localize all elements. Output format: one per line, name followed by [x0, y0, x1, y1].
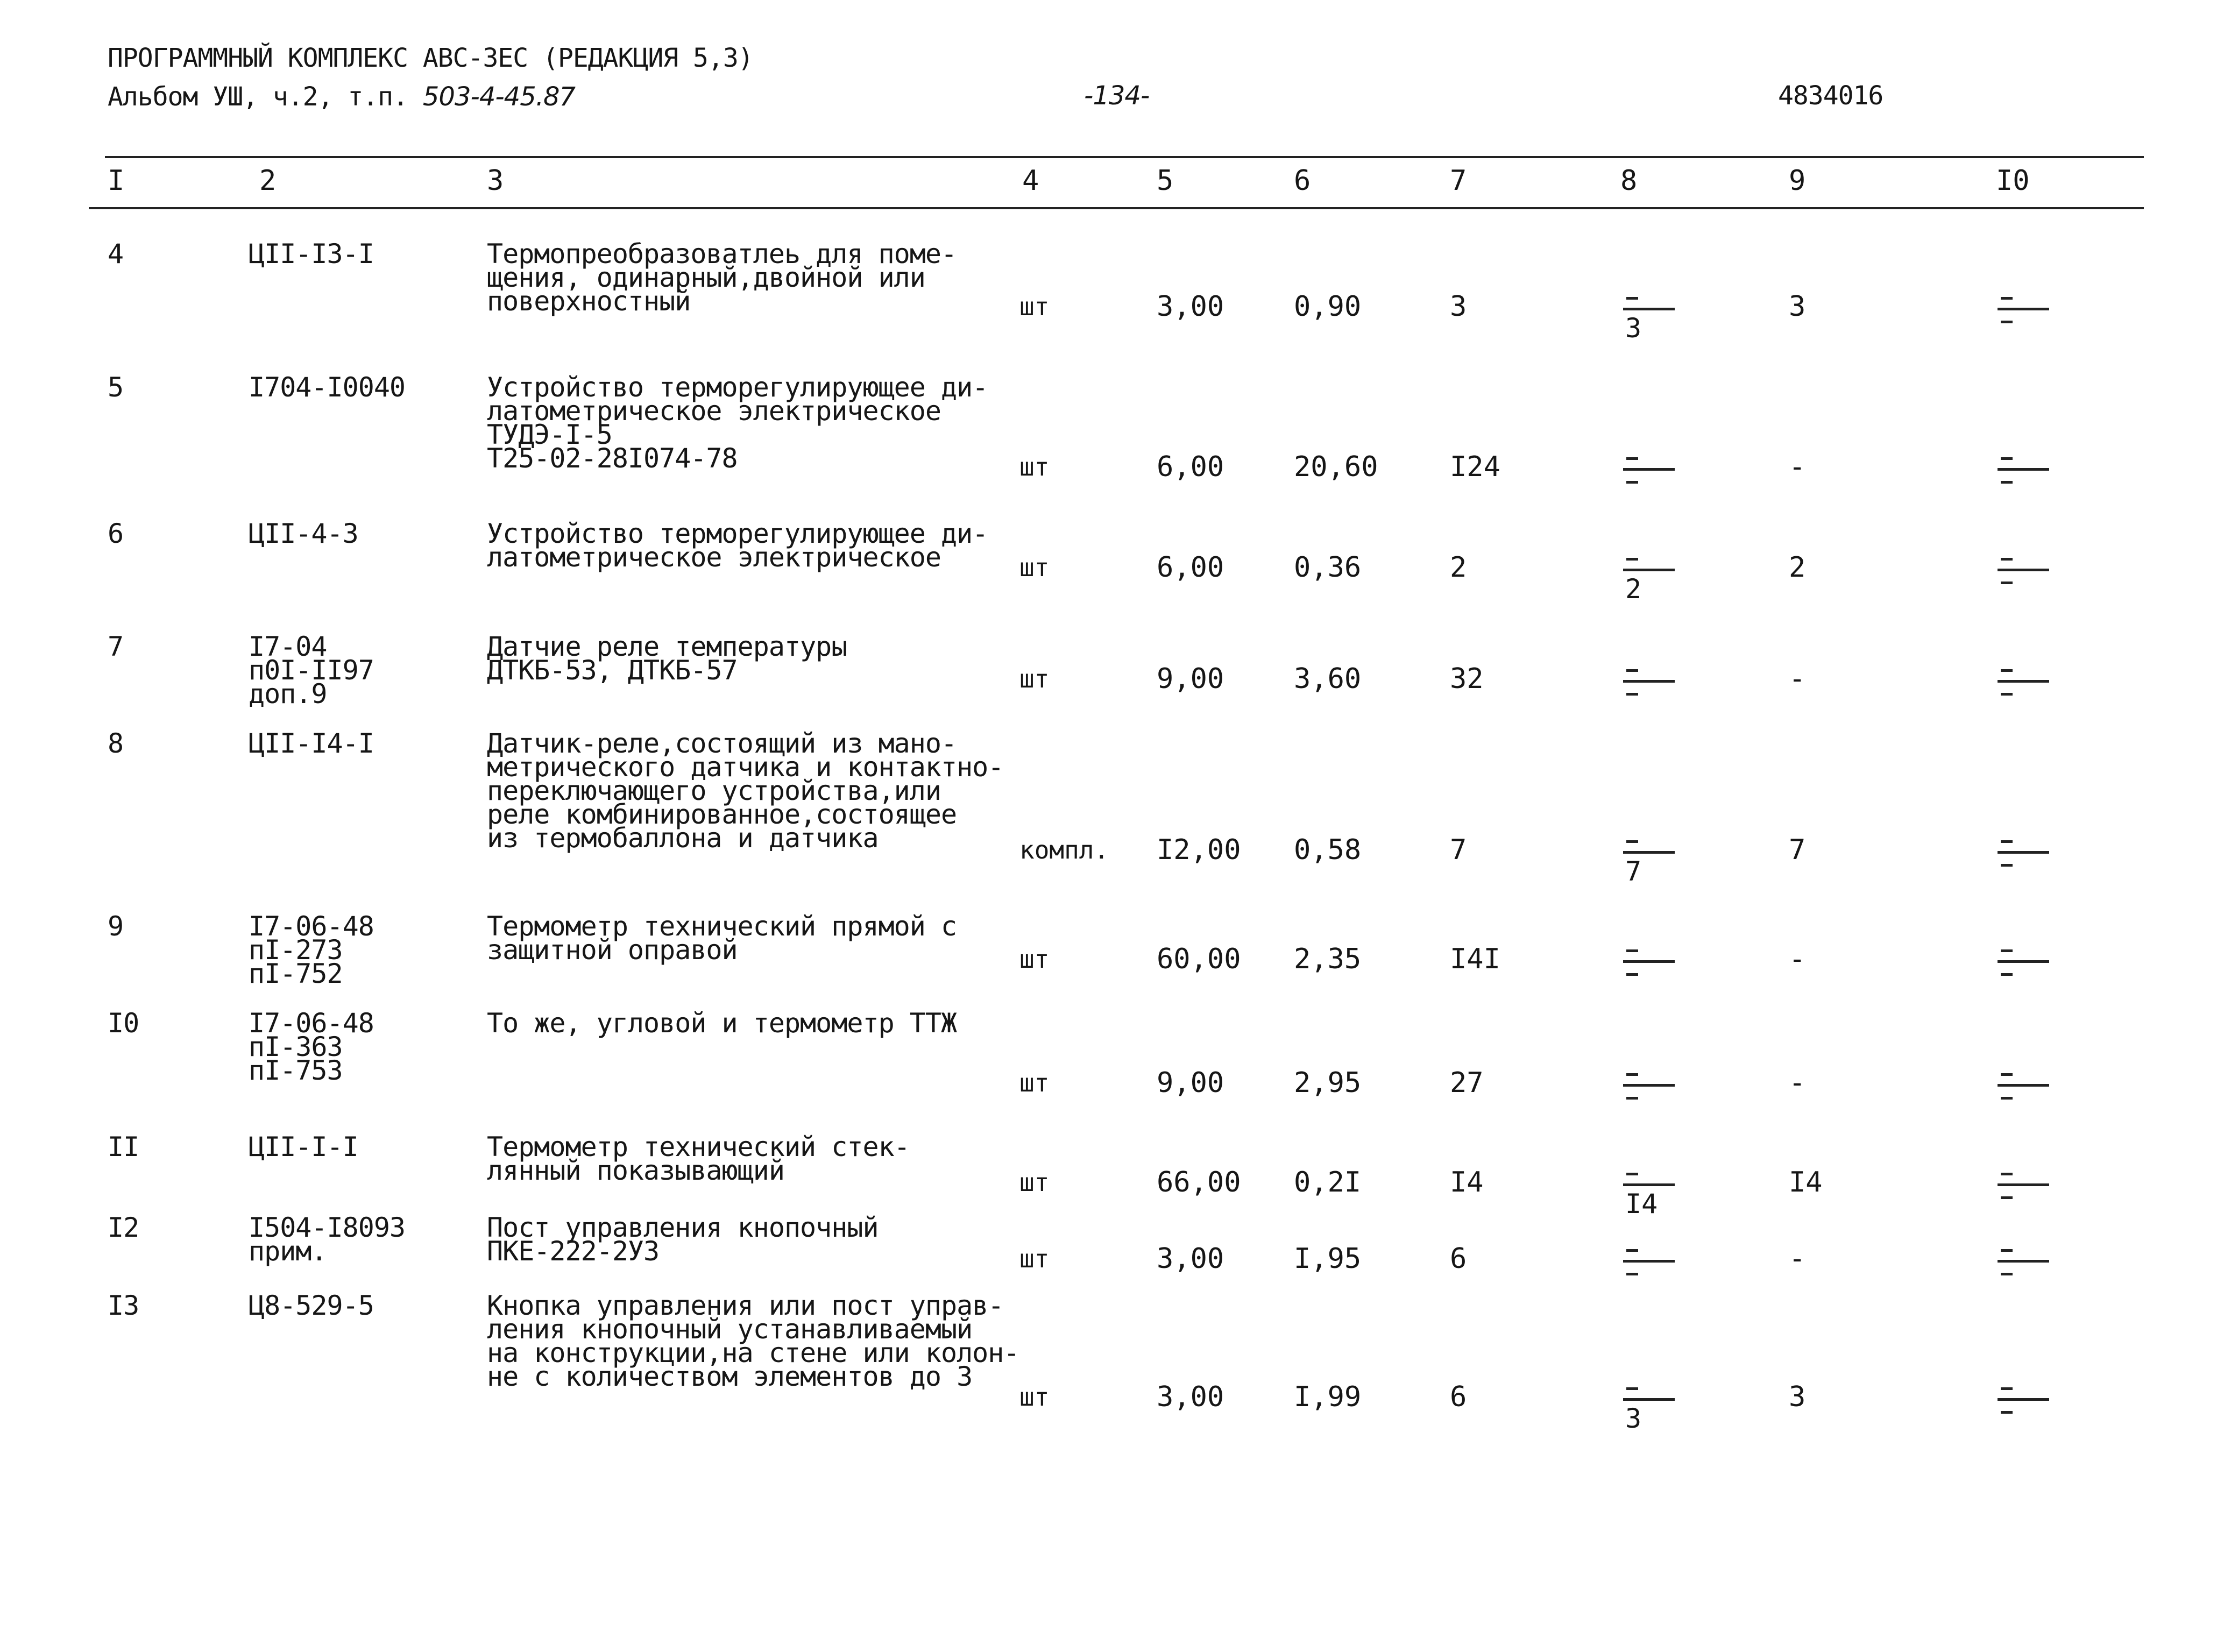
fraction-col-8 [1623, 435, 1677, 510]
fraction-numerator-dash [2001, 297, 2013, 300]
column-number-6: 6 [1294, 165, 1311, 197]
row-number: I2 [108, 1212, 139, 1243]
fraction-col-8 [1623, 927, 1677, 1002]
unit-of-measure: шт [1019, 553, 1050, 582]
value-col-6: I,95 [1294, 1243, 1362, 1275]
row-number: I0 [108, 1008, 139, 1039]
fraction-numerator-dash [1626, 1073, 1638, 1076]
fraction-line [1623, 960, 1675, 963]
fraction-line [1998, 468, 2049, 471]
value-col-5: 6,00 [1157, 551, 1224, 584]
row-number: 5 [108, 372, 124, 403]
fraction-numerator-dash [2001, 1249, 2013, 1252]
fraction-denominator-dash [2001, 481, 2013, 484]
column-number-5: 5 [1157, 165, 1174, 197]
column-number-9: 9 [1789, 165, 1806, 197]
fraction-denominator: 3 [1625, 1403, 1642, 1434]
unit-of-measure: шт [1019, 452, 1050, 481]
value-col-6: 2,95 [1294, 1067, 1362, 1099]
column-number-7: 7 [1450, 165, 1467, 197]
fraction-line [1623, 1084, 1675, 1087]
fraction-line [1998, 680, 2049, 683]
value-col-5: 9,00 [1157, 663, 1224, 695]
unit-of-measure: шт [1019, 1168, 1050, 1197]
fraction-line [1623, 1398, 1675, 1401]
fraction-denominator-dash [1626, 693, 1638, 696]
fraction-col-10 [1998, 647, 2051, 722]
fraction-denominator-dash [2001, 973, 2013, 976]
value-col-9: - [1789, 943, 1806, 975]
value-col-6: 0,90 [1294, 290, 1362, 323]
value-col-6: 0,2I [1294, 1166, 1362, 1199]
document-code: 4834016 [1778, 81, 1883, 111]
fraction-col-10 [1998, 274, 2051, 350]
item-description: Устройство терморегулирующее ди- латометрическое электрическое [487, 518, 988, 573]
item-code: Ц8-529-5 [249, 1290, 374, 1321]
fraction-col-8 [1623, 535, 1677, 611]
fraction-col-8 [1623, 818, 1677, 893]
column-number-8: 8 [1620, 165, 1638, 197]
value-col-5: 3,00 [1157, 290, 1224, 323]
unit-of-measure: шт [1019, 1244, 1050, 1273]
fraction-numerator-dash [1626, 1173, 1638, 1175]
fraction-col-10 [1998, 535, 2051, 611]
value-col-9: - [1789, 1243, 1806, 1275]
value-col-6: I,99 [1294, 1381, 1362, 1413]
value-col-7: I24 [1450, 451, 1500, 483]
unit-of-measure: шт [1019, 292, 1050, 321]
fraction-col-10 [1998, 1365, 2051, 1440]
fraction-line [1623, 1183, 1675, 1186]
fraction-col-10 [1998, 927, 2051, 1002]
fraction-numerator-dash [1626, 1387, 1638, 1390]
fraction-numerator-dash [1626, 1249, 1638, 1252]
item-code: ЦII-I3-I [249, 238, 374, 270]
column-number-1: I [108, 165, 125, 197]
item-code: I504-I8093 прим. [249, 1212, 406, 1267]
row-number: II [108, 1131, 139, 1162]
value-col-9: I4 [1789, 1166, 1823, 1199]
fraction-line [1623, 680, 1675, 683]
fraction-numerator-dash [1626, 949, 1638, 952]
fraction-col-10 [1998, 435, 2051, 510]
fraction-denominator-dash [2001, 582, 2013, 584]
item-code: ЦII-I4-I [249, 728, 374, 759]
value-col-5: I2,00 [1157, 834, 1241, 866]
fraction-numerator-dash [1626, 669, 1638, 672]
value-col-9: 3 [1789, 1381, 1806, 1413]
item-description: Термометр технический стек- лянный показывающий [487, 1131, 910, 1186]
fraction-col-8 [1623, 1150, 1677, 1225]
value-col-9: 2 [1789, 551, 1806, 584]
item-code: I7-06-48 пI-363 пI-753 [249, 1008, 374, 1086]
row-number: 9 [108, 911, 124, 942]
fraction-denominator-dash [2001, 693, 2013, 696]
value-col-7: 6 [1450, 1243, 1467, 1275]
fraction-col-8 [1623, 1365, 1677, 1440]
fraction-line [1998, 308, 2049, 310]
album-reference [108, 81, 575, 113]
fraction-line [1623, 569, 1675, 571]
value-col-5: 60,00 [1157, 943, 1241, 975]
item-description: То же, угловой и термометр ТТЖ [487, 1008, 957, 1039]
page-number: -134- [1084, 81, 1150, 111]
header-bottom-rule [89, 207, 2144, 209]
fraction-line [1623, 1260, 1675, 1263]
value-col-5: 3,00 [1157, 1243, 1224, 1275]
fraction-denominator-dash [2001, 1273, 2013, 1275]
value-col-5: 9,00 [1157, 1067, 1224, 1099]
item-code: ЦII-I-I [249, 1131, 358, 1162]
row-number: 7 [108, 631, 124, 662]
value-col-7: I4I [1450, 943, 1500, 975]
value-col-7: 27 [1450, 1067, 1484, 1099]
unit-of-measure: шт [1019, 945, 1050, 974]
item-code: I7-04 п0I-II97 доп.9 [249, 631, 374, 710]
row-number: 6 [108, 518, 124, 549]
item-description: Устройство терморегулирующее ди- латометрическое электрическое ТУДЭ-I-5 Т25-02-28I074-78 [487, 372, 988, 474]
value-col-9: - [1789, 451, 1806, 483]
value-col-5: 3,00 [1157, 1381, 1224, 1413]
fraction-line [1998, 1084, 2049, 1087]
fraction-numerator-dash [1626, 457, 1638, 460]
fraction-denominator-dash [1626, 481, 1638, 484]
fraction-denominator-dash [2001, 864, 2013, 867]
fraction-numerator-dash [1626, 558, 1638, 561]
fraction-line [1623, 308, 1675, 310]
fraction-col-8 [1623, 1226, 1677, 1302]
value-col-7: 2 [1450, 551, 1467, 584]
fraction-numerator-dash [1626, 840, 1638, 843]
unit-of-measure: шт [1019, 1382, 1050, 1412]
value-col-7: 3 [1450, 290, 1467, 323]
fraction-denominator: 7 [1625, 856, 1642, 887]
item-code: I704-I0040 [249, 372, 406, 403]
value-col-6: 20,60 [1294, 451, 1378, 483]
fraction-denominator-dash [2001, 1196, 2013, 1199]
fraction-line [1623, 468, 1675, 471]
fraction-denominator-dash [2001, 1097, 2013, 1100]
item-description: Датчик-реле,состоящий из мано- метрического датчика и контактно- переключающего устройства,или реле комбинированное,состоящее из термобаллона и датчика [487, 728, 1004, 854]
column-number-4: 4 [1022, 165, 1039, 197]
album-prefix: Альбом УШ, ч.2, т.п. [108, 82, 408, 112]
fraction-col-10 [1998, 1051, 2051, 1126]
column-number-2: 2 [259, 165, 277, 197]
fraction-col-8 [1623, 1051, 1677, 1126]
unit-of-measure: компл. [1019, 835, 1109, 864]
fraction-denominator-dash [2001, 1411, 2013, 1414]
value-col-7: I4 [1450, 1166, 1484, 1199]
value-col-9: - [1789, 663, 1806, 695]
fraction-col-8 [1623, 274, 1677, 350]
value-col-6: 3,60 [1294, 663, 1362, 695]
value-col-6: 2,35 [1294, 943, 1362, 975]
fraction-denominator: 3 [1625, 313, 1642, 344]
fraction-denominator: I4 [1625, 1188, 1658, 1219]
row-number: 8 [108, 728, 124, 759]
fraction-denominator-dash [1626, 1097, 1638, 1100]
fraction-numerator-dash [1626, 297, 1638, 300]
value-col-7: 32 [1450, 663, 1484, 695]
unit-of-measure: шт [1019, 1068, 1050, 1097]
fraction-line [1623, 851, 1675, 854]
fraction-line [1998, 1183, 2049, 1186]
fraction-denominator-dash [1626, 973, 1638, 976]
value-col-9: - [1789, 1067, 1806, 1099]
fraction-line [1998, 1398, 2049, 1401]
item-description: Термопреобразоватлеь для поме- щения, одинарный,двойной или поверхностный [487, 238, 957, 317]
value-col-6: 0,36 [1294, 551, 1362, 584]
fraction-numerator-dash [2001, 558, 2013, 561]
value-col-5: 66,00 [1157, 1166, 1241, 1199]
fraction-col-10 [1998, 1150, 2051, 1225]
column-number-3: 3 [487, 165, 504, 197]
item-description: Термометр технический прямой с защитной оправой [487, 911, 957, 966]
item-description: Пост управления кнопочный ПКЕ-222-2У3 [487, 1212, 879, 1267]
row-number: 4 [108, 238, 124, 270]
value-col-9: 3 [1789, 290, 1806, 323]
value-col-7: 7 [1450, 834, 1467, 866]
fraction-numerator-dash [2001, 1387, 2013, 1390]
item-code: I7-06-48 пI-273 пI-752 [249, 911, 374, 989]
fraction-col-10 [1998, 818, 2051, 893]
row-number: I3 [108, 1290, 139, 1321]
fraction-numerator-dash [2001, 457, 2013, 460]
fraction-numerator-dash [2001, 949, 2013, 952]
item-code: ЦII-4-3 [249, 518, 358, 549]
program-title: ПРОГРАММНЫЙ КОМПЛЕКС АВС-ЗЕС (РЕДАКЦИЯ 5,3) [108, 43, 753, 73]
value-col-6: 0,58 [1294, 834, 1362, 866]
fraction-line [1998, 569, 2049, 571]
fraction-line [1998, 960, 2049, 963]
fraction-col-8 [1623, 647, 1677, 722]
fraction-denominator-dash [1626, 1273, 1638, 1275]
fraction-line [1998, 851, 2049, 854]
value-col-7: 6 [1450, 1381, 1467, 1413]
fraction-denominator-dash [2001, 321, 2013, 323]
album-number: 503-4-45.87 [422, 82, 576, 112]
column-number-10: I0 [1996, 165, 2030, 197]
item-description: Кнопка управления или пост управ- ления кнопочный устанавливаемый на конструкции,на стене или колон- не с количеством элементов до 3 [487, 1290, 1019, 1392]
header-top-rule [105, 156, 2144, 158]
fraction-col-10 [1998, 1226, 2051, 1302]
value-col-9: 7 [1789, 834, 1806, 866]
fraction-denominator: 2 [1625, 573, 1642, 605]
fraction-numerator-dash [2001, 1073, 2013, 1076]
fraction-numerator-dash [2001, 669, 2013, 672]
fraction-numerator-dash [2001, 1173, 2013, 1175]
item-description: Датчие реле температуры ДТКБ-53, ДТКБ-57 [487, 631, 847, 686]
fraction-numerator-dash [2001, 840, 2013, 843]
fraction-line [1998, 1260, 2049, 1263]
unit-of-measure: шт [1019, 664, 1050, 693]
value-col-5: 6,00 [1157, 451, 1224, 483]
